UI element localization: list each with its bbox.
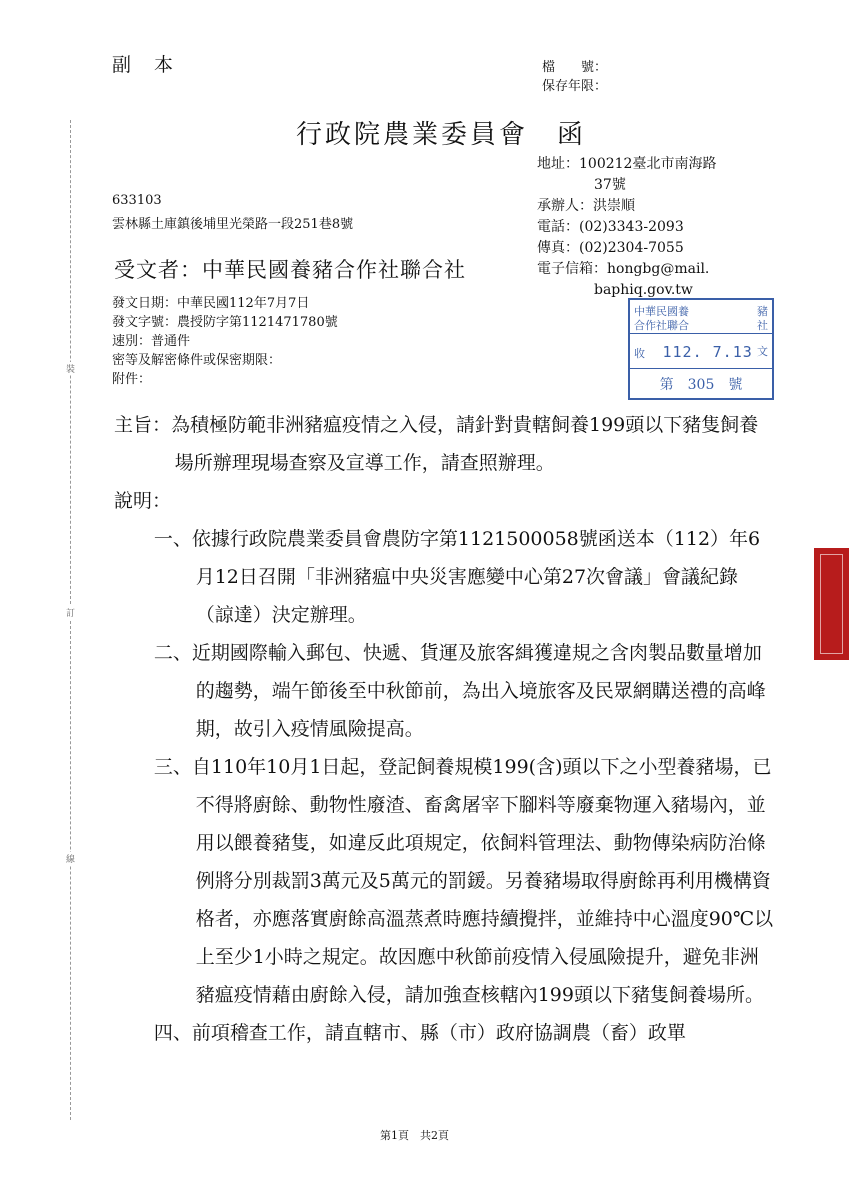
issue-date: 發文日期：中華民國112年7月7日 (112, 296, 310, 311)
email-line-2: baphiq.gov.tw (594, 282, 693, 298)
description-item: 三、自110年10月1日起，登記飼養規模199(含)頭以下之小型養豬場，已不得將廚餘、動物性廢渣、畜禽屠宰下腳料等廢棄物運入豬場內，並用以餵養豬隻，如違反此項規定，依飼料管理法、動物傳染病防治條例將分別裁罰3萬元及5萬元的罰鍰。另養豬場取得廚餘再利用機構資格者，亦應落實廚餘高溫蒸煮時應持續攪拌，並維持中心溫度90℃以上至少1小時之規定。故因應中秋節前疫情入侵風險提升，避免非洲豬瘟疫情藉由廚餘入侵，請加強查核轄內199頭以下豬隻飼養場所。 (153, 756, 774, 1006)
document-title: 行政院農業委員會 函 (296, 120, 587, 150)
handler: 承辦人：洪崇順 (537, 198, 635, 214)
contact-block (537, 154, 716, 301)
file-meta (542, 58, 607, 96)
file-number-label: 檔 號： (542, 60, 608, 75)
doc-info (112, 294, 338, 389)
red-seal (814, 548, 849, 660)
stamp-header: 中華民國養 (634, 305, 689, 318)
binding-line (70, 120, 71, 1120)
phone: 電話：(02)3343-2093 (537, 219, 684, 235)
binding-mark: 訂 (66, 606, 75, 619)
stamp-header-2: 合作社聯合 (634, 319, 689, 332)
document-body (114, 406, 774, 1052)
page-footer: 第1頁 共2頁 (380, 1129, 449, 1142)
recipient-address: 雲林縣土庫鎮後埔里光榮路一段251巷8號 (112, 217, 354, 232)
recipient: 受文者：中華民國養豬合作社聯合社 (114, 258, 466, 282)
address-line: 地址：100212臺北市南海路 (537, 156, 717, 172)
stamp-number: 第 305 號 (659, 377, 743, 393)
binding-mark: 線 (66, 852, 75, 865)
fax: 傳真：(02)2304-7055 (537, 240, 684, 256)
doc-number: 發文字號：農授防字第1121471780號 (112, 315, 338, 330)
security-level: 密等及解密條件或保密期限： (112, 353, 282, 368)
copy-label: 副 本 (112, 54, 176, 76)
attachment: 附件： (112, 372, 152, 387)
description-label: 說明： (114, 490, 172, 512)
description-item: 二、近期國際輸入郵包、快遞、貨運及旅客緝獲違規之含肉製品數量增加的趨勢，端午節後至中秋節前，為出入境旅客及民眾網購送禮的高峰期，故引入疫情風險提高。 (153, 642, 766, 740)
address-line-2: 37號 (594, 177, 626, 193)
subject: 主旨：為積極防範非洲豬瘟疫情之入侵，請針對貴轄飼養199頭以下豬隻飼養場所辦理現場查察及宣導工作，請查照辦理。 (114, 414, 759, 474)
email-line: 電子信箱：hongbg@mail. (537, 261, 710, 277)
recipient-zipcode: 633103 (112, 193, 162, 208)
description-item: 一、依據行政院農業委員會農防字第1121500058號函送本（112）年6月12日召開「非洲豬瘟中央災害應變中心第27次會議」會議紀錄（諒達）決定辦理。 (153, 528, 761, 626)
receipt-stamp: 中華民國養 豬 合作社聯合 社 收 112. 7.13 文 第 305 號 (628, 298, 774, 400)
description-item: 四、前項稽查工作，請直轄市、縣（市）政府協調農（畜）政單 (153, 1022, 686, 1044)
speed: 速別：普通件 (112, 334, 191, 349)
stamp-date: 112. 7.13 (662, 343, 753, 361)
binding-mark: 裝 (66, 362, 75, 375)
retention-period-label: 保存年限： (542, 79, 608, 94)
